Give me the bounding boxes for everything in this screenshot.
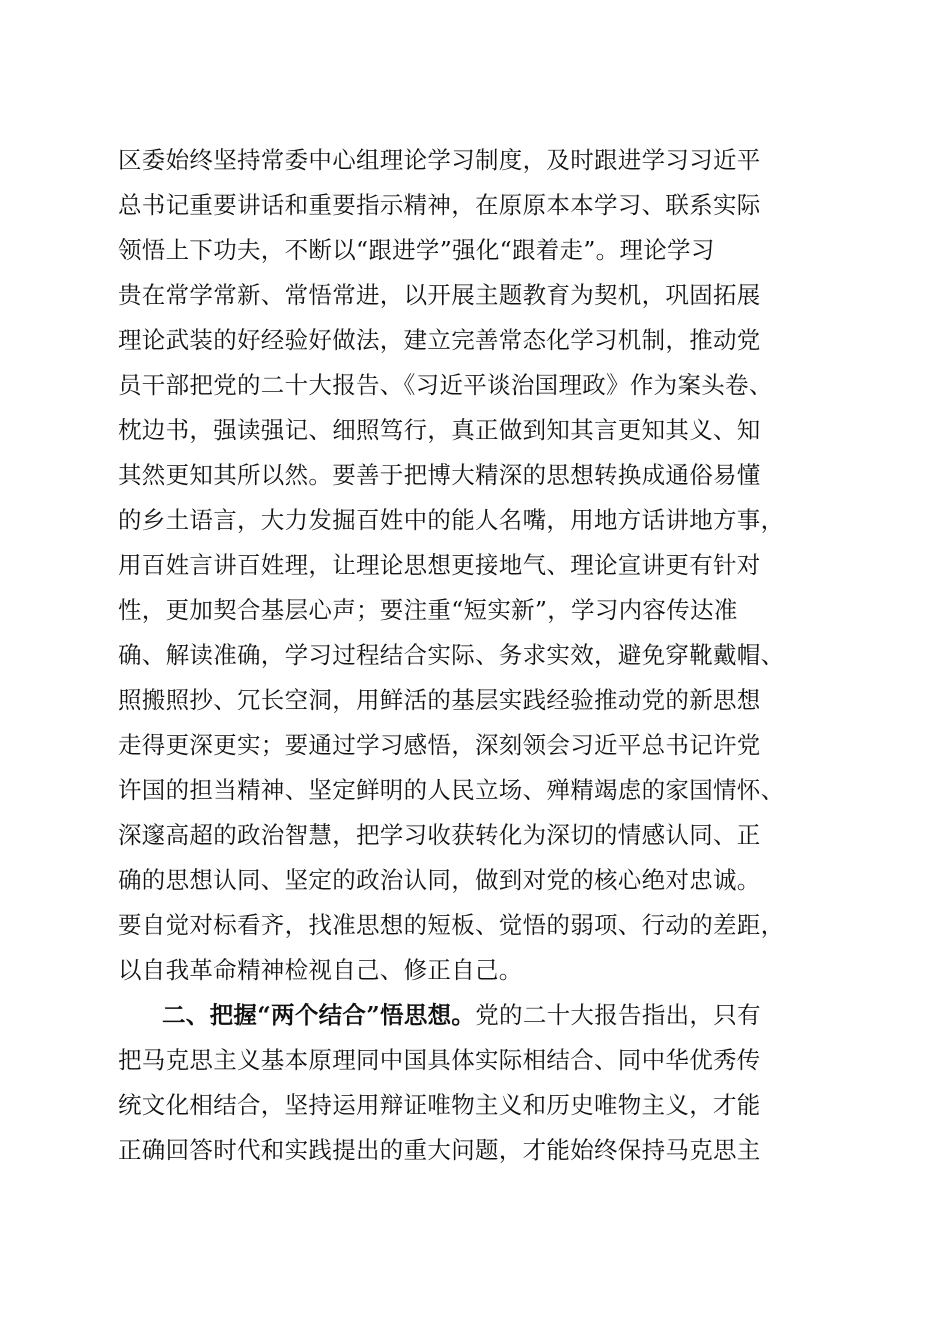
paragraph-1 [118, 138, 838, 993]
paragraph-line: 性，更加契合基层心声；要注重“短实新”，学习内容传达准 [118, 596, 738, 624]
paragraph-line: 确、解读准确，学习过程结合实际、务求实效，避免穿靴戴帽、 [118, 641, 785, 669]
paragraph-line: 正确回答时代和实践提出的重大问题，才能始终保持马克思主 [118, 1136, 761, 1164]
paragraph-first-line [118, 993, 838, 1038]
paragraph-line: 用百姓言讲百姓理，让理论思想更接地气、理论宣讲更有针对 [118, 551, 761, 579]
paragraph-line: 许国的担当精神、坚定鲜明的人民立场、殚精竭虑的家国情怀、 [118, 776, 785, 804]
paragraph-line: 领悟上下功夫，不断以“跟进学”强化“跟着走”。理论学习 [118, 236, 715, 264]
paragraph-line: 贵在常学常新、常悟常进，以开展主题教育为契机，巩固拓展 [118, 281, 761, 309]
paragraph-line: 确的思想认同、坚定的政治认同，做到对党的核心绝对忠诚。 [118, 866, 761, 894]
paragraph-line: 理论武装的好经验好做法，建立完善常态化学习机制，推动党 [118, 326, 761, 354]
paragraph-line: 把马克思主义基本原理同中国具体实际相结合、同中华优秀传 [118, 1046, 761, 1074]
paragraph-line: 枕边书，强读强记、细照笃行，真正做到知其言更知其义、知 [118, 416, 761, 444]
paragraph-line: 统文化相结合，坚持运用辩证唯物主义和历史唯物主义，才能 [118, 1091, 761, 1119]
paragraph-line: 以自我革命精神检视自己、修正自己。 [118, 956, 523, 984]
paragraph-line: 照搬照抄、冗长空洞，用鲜活的基层实践经验推动党的新思想 [118, 686, 761, 714]
paragraph-line: 总书记重要讲话和重要指示精神，在原原本本学习、联系实际 [118, 191, 761, 219]
paragraph-line: 深邃高超的政治智慧，把学习收获转化为深切的情感认同、正 [118, 821, 761, 849]
heading-line-text: 党的二十大报告指出，只有 [475, 1001, 761, 1029]
paragraph-line: 走得更深更实；要通过学习感悟，深刻领会习近平总书记许党 [118, 731, 761, 759]
paragraph-line: 区委始终坚持常委中心组理论学习制度，及时跟进学习习近平 [118, 146, 761, 174]
paragraph-line: 要自觉对标看齐，找准思想的短板、觉悟的弱项、行动的差距， [118, 911, 785, 939]
paragraph-2 [118, 993, 838, 1173]
section-heading: 二、把握“两个结合”悟思想。 [162, 1001, 476, 1029]
paragraph-line: 员干部把党的二十大报告、《习近平谈治国理政》作为案头卷、 [118, 371, 773, 399]
paragraph-line: 其然更知其所以然。要善于把博大精深的思想转换成通俗易懂 [118, 461, 761, 489]
paragraph-line: 的乡土语言，大力发掘百姓中的能人名嘴，用地方话讲地方事， [118, 506, 785, 534]
document-body [118, 138, 838, 1173]
